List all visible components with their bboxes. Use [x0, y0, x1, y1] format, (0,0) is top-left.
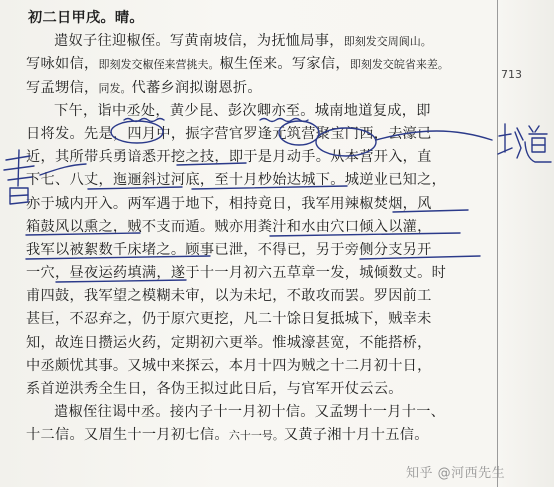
text-line — [26, 53, 496, 76]
text-segment: 下午，诣中丞处，黄少昆、彭次卿亦至。城南地道复成，即 — [54, 102, 431, 119]
text-line — [26, 401, 496, 424]
annotation-note: 六十一号。 — [228, 429, 284, 443]
text-segment: 亦于城内开入。两军遇于地下，相持竟日，我军用辣椒焚烟，风 — [26, 195, 432, 212]
page-number: 713 — [501, 68, 522, 81]
text-segment: 日将发。先是，四月中，振字营官罗逢元筑营聚宝门西，去濠已 — [26, 125, 432, 142]
text-segment: 遣奴子往迎椒侄。写黄南坡信，为抚恤局事， — [54, 33, 344, 50]
annotation-note: 即刻发交皖省来差。 — [349, 58, 449, 72]
text-line — [26, 332, 496, 355]
text-segment: 初二日甲戌。晴。 — [28, 10, 144, 26]
text-line — [26, 424, 496, 447]
text-segment: 我军以被絮数千床堵之。顾事已泄，不得已，另于旁侧分支另开 — [26, 241, 432, 258]
text-line — [26, 193, 496, 216]
text-segment: 代蕃乡润拟谢恩折。 — [131, 79, 262, 96]
text-segment: 甫四鼓，我军望之模糊未审，以为未圮，不敢攻而罢。罗因前工 — [26, 288, 432, 305]
text-segment: 一穴，昼夜运药填满，遂于十一月初六五草章一发，城倾数丈。时 — [26, 265, 447, 282]
text-segment: 近，其所带兵勇谙悉开挖之技，即于是月动手。从本营开入，直 — [26, 149, 432, 166]
text-line — [26, 378, 496, 401]
text-line — [26, 239, 496, 262]
text-line — [26, 308, 496, 331]
annotation-note: 即刻发交周阆山。 — [343, 35, 432, 49]
text-line — [26, 146, 496, 169]
text-segment: 中丞颇忧其事。又城中来探云，本月十四为贼之十二月初十日， — [26, 357, 432, 374]
text-segment: 遣椒侄往谒中丞。接内子十一月初十信。又孟甥十一月十一、 — [54, 404, 446, 421]
text-segment: 十二信。又眉生十一月初七信。 — [26, 427, 229, 444]
text-line — [26, 262, 496, 285]
handwritten-note-left — [0, 146, 40, 206]
handwritten-note-right — [495, 118, 553, 170]
text-line — [26, 123, 496, 146]
text-segment: 系首逆洪秀全生日，各伪王拟过此日后，与官军开仗云云。 — [26, 381, 403, 397]
text-line — [26, 169, 496, 192]
text-segment: 又黄子湘十月十五信。 — [283, 427, 429, 444]
text-line — [26, 216, 496, 239]
text-segment: 写孟甥信， — [26, 79, 99, 96]
text-segment: 知，故连日攒运火药，定期初六更举。惟城濠甚宽，不能搭桥， — [26, 334, 432, 351]
text-segment: 下七、八丈，迤逦斜过河底，至十月杪始达城下。城逆业已知之， — [26, 172, 447, 189]
text-line — [26, 30, 496, 53]
diary-text — [26, 7, 496, 448]
entry-title — [26, 7, 496, 30]
text-segment: 箱鼓风以熏之，贼不支而遁。贼亦用粪汁和水由穴口倾入以灌， — [26, 218, 432, 235]
text-line — [26, 355, 496, 378]
text-line — [26, 77, 496, 100]
text-segment: 甚巨，不忍弃之，仍于原穴更挖，凡二十馀日复抵城下，贼幸未 — [26, 311, 432, 328]
margin-rule — [497, 0, 498, 487]
text-line — [26, 285, 496, 308]
text-segment: 写咏如信， — [26, 56, 99, 73]
annotation-note: 同发。 — [98, 81, 132, 95]
text-line — [26, 100, 496, 123]
watermark: 知乎 @河西先生 — [406, 466, 506, 481]
annotation-note: 即刻发交椒侄来营挑夫。 — [98, 58, 220, 72]
text-segment: 椒生侄来。写家信， — [219, 56, 350, 73]
